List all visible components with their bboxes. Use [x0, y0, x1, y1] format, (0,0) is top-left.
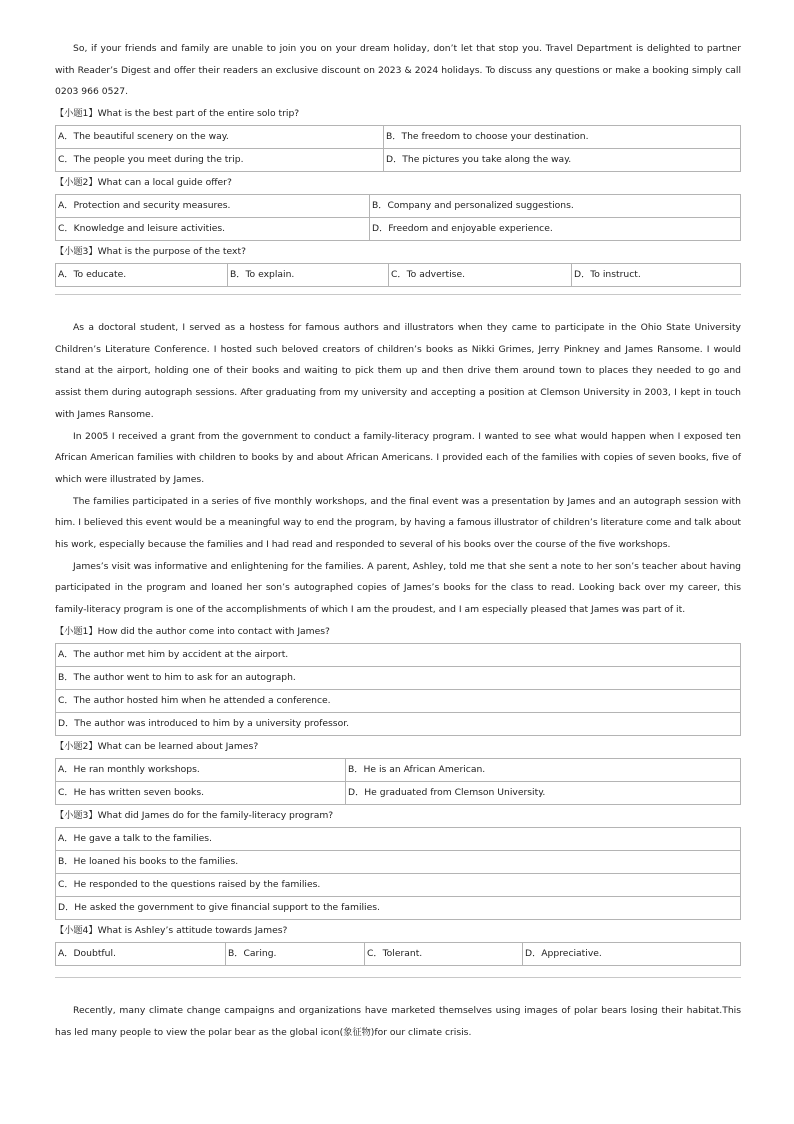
paragraph: As a doctoral student, I served as a hostess for famous authors and illustrators when they came to participate in the Ohio State University Children’s Literature Conference. I hosted such beloved creators of children’s books as Nikki Grimes, Jerry Pinkney and James Ransome. I would stand at the airport, holding one of their books and waiting to pick them up and then drive them around town to places they needed to go and assist them during autograph sessions. After graduating from my university and accepting a position at Clemson University in 2003, I kept in touch with James Ransome.	[55, 322, 741, 420]
paragraph: So, if your friends and family are unable to join you on your dream holiday, don’t let that stop you. Travel Department is delighted to partner with Reader’s Digest and offer their readers an exclusive discount on 2023 & 2024 holidays. To discuss any questions or make a booking simply call 0203 966 0527.	[55, 43, 741, 98]
option-d[interactable]: D．He graduated from Clemson University.	[346, 781, 741, 804]
option-a[interactable]: A．The author met him by accident at the airport.	[56, 643, 741, 666]
option-c[interactable]: C．He responded to the questions raised by the families.	[56, 873, 741, 896]
option-a[interactable]: A．Doubtful.	[56, 942, 226, 965]
paragraph: Recently, many climate change campaigns and organizations have marketed themselves using images of polar bears losing their habitat.This has led many people to view the polar bear as the global icon(象征物)for our climate crisis.	[55, 1005, 741, 1038]
options-table	[55, 827, 741, 920]
divider	[55, 977, 741, 978]
option-d[interactable]: D．To instruct.	[572, 264, 741, 287]
question-label: 【小题4】What is Ashley’s attitude towards James?	[55, 924, 288, 936]
question-label: 【小题3】What did James do for the family-literacy program?	[55, 809, 334, 821]
option-b[interactable]: B．To explain.	[228, 264, 389, 287]
option-b[interactable]: B．Company and personalized suggestions.	[370, 195, 741, 218]
options-table	[55, 643, 741, 736]
question-label: 【小题3】What is the purpose of the text?	[55, 246, 246, 258]
divider	[55, 294, 741, 295]
option-b[interactable]: B．Caring.	[226, 942, 365, 965]
option-c[interactable]: C．To advertise.	[389, 264, 572, 287]
option-a[interactable]: A．He gave a talk to the families.	[56, 827, 741, 850]
option-d[interactable]: D．Freedom and enjoyable experience.	[370, 218, 741, 241]
option-c[interactable]: C．The people you meet during the trip.	[56, 149, 384, 172]
option-c[interactable]: C．The author hosted him when he attended a conference.	[56, 689, 741, 712]
passage-2	[55, 317, 741, 966]
option-a[interactable]: A．The beautiful scenery on the way.	[56, 126, 384, 149]
option-a[interactable]: A．Protection and security measures.	[56, 195, 370, 218]
options-table	[55, 263, 741, 287]
option-a[interactable]: A．To educate.	[56, 264, 228, 287]
option-b[interactable]: B．He loaned his books to the families.	[56, 850, 741, 873]
option-b[interactable]: B．The freedom to choose your destination.	[384, 126, 741, 149]
options-table	[55, 758, 741, 805]
option-a[interactable]: A．He ran monthly workshops.	[56, 758, 346, 781]
option-d[interactable]: D．Appreciative.	[523, 942, 741, 965]
paragraph: James’s visit was informative and enlightening for the families. A parent, Ashley, told me that she sent a note to her son’s teacher about having participated in the program and loaned her son’s autographed copies of James’s books for the class to read. Looking back over my career, this family-literacy program is one of the accomplishments of which I am the proudest, and I am especially pleased that James was part of it.	[55, 560, 741, 616]
option-b[interactable]: B．The author went to him to ask for an autograph.	[56, 666, 741, 689]
option-c[interactable]: C．Knowledge and leisure activities.	[56, 218, 370, 241]
paragraph: The families participated in a series of five monthly workshops, and the final event was a presentation by James and an autograph session with him. I believed this event would be a meaningful way to end the program, by having a famous illustrator of children’s literature come and talk about his work, especially because the families and I had read and responded to several of his books over the course of the five workshops.	[55, 495, 741, 551]
option-d[interactable]: D．He asked the government to give financial support to the families.	[56, 896, 741, 919]
option-b[interactable]: B．He is an African American.	[346, 758, 741, 781]
option-c[interactable]: C．He has written seven books.	[56, 781, 346, 804]
question-label: 【小题1】How did the author come into contact with James?	[55, 625, 330, 637]
options-table	[55, 125, 741, 172]
question-label: 【小题1】What is the best part of the entire solo trip?	[55, 108, 300, 120]
paragraph: In 2005 I received a grant from the government to conduct a family-literacy program. I wanted to see what would happen when I exposed ten African American families with children to books by and about African Americans. I provided each of the families with copies of seven books, five of which were illustrated by James.	[55, 430, 741, 485]
passage-1	[55, 38, 741, 287]
question-label: 【小题2】What can be learned about James?	[55, 740, 259, 752]
option-c[interactable]: C．Tolerant.	[365, 942, 523, 965]
option-d[interactable]: D．The author was introduced to him by a university professor.	[56, 712, 741, 735]
passage-3	[55, 1000, 741, 1043]
options-table	[55, 194, 741, 241]
options-table	[55, 942, 741, 966]
option-d[interactable]: D．The pictures you take along the way.	[384, 149, 741, 172]
question-label: 【小题2】What can a local guide offer?	[55, 177, 232, 189]
